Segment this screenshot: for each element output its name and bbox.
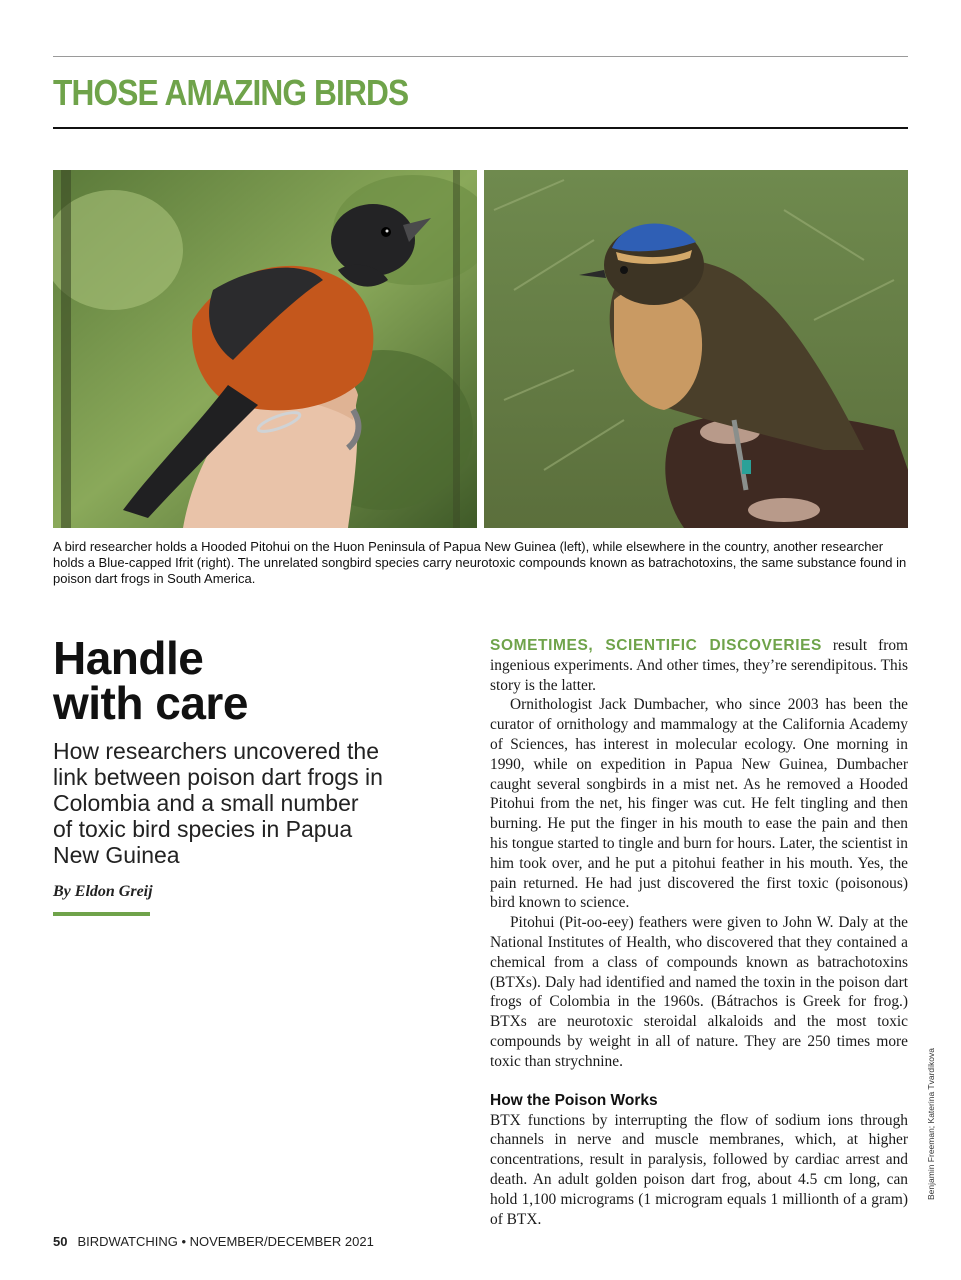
blue-capped-ifrit-illustration <box>484 170 908 528</box>
paragraph-1-text: result from ingenious experiments. And other times, they’re serendipitous. This story is the latter. <box>490 637 908 694</box>
subhead: How the Poison Works <box>490 1091 658 1109</box>
photo-credit: Benjamin Freeman; Katerina Tvardikova <box>926 1048 936 1200</box>
top-rule <box>53 56 908 57</box>
page-number: 50 <box>53 1234 68 1249</box>
hooded-pitohui-photo <box>53 170 477 528</box>
paragraph-4: BTX functions by interrupting the flow of sodium ions through channels in nerve and muscle membranes, which, at higher concentrations, result in paralysis, followed by cardiac arrest and death. An adult golden poison dart frog, about 4.5 cm long, can hold 1,100 micrograms (1 microgram equals 1 millionth of a gram) of BTX. <box>490 1111 908 1228</box>
article-deck: How researchers uncovered the link between poison dart frogs in Colombia and a small number of toxic bird species in Papua New Guinea <box>53 738 383 868</box>
headline-line-2: with care <box>53 677 248 729</box>
lead-in: SOMETIMES, SCIENTIFIC DISCOVERIES <box>490 637 822 654</box>
publication-info: BIRDWATCHING • NOVEMBER/DECEMBER 2021 <box>77 1234 374 1249</box>
title-rule <box>53 127 908 129</box>
page-footer <box>53 1234 374 1249</box>
blue-capped-ifrit-photo <box>484 170 908 528</box>
article-headline <box>53 632 248 729</box>
article-body <box>490 636 908 1229</box>
byline: By Eldon Greij <box>53 883 153 900</box>
hooded-pitohui-illustration <box>53 170 477 528</box>
byline-rule <box>53 912 150 916</box>
section-title: THOSE AMAZING BIRDS <box>53 72 409 113</box>
paragraph-3: Pitohui (Pit-oo-eey) feathers were given to John W. Daly at the National Institutes of Health, who discovered that they contained a chemical from a class of compounds known as batrachotoxins (BTXs). Daly had identified and named the toxin in the poison dart frogs of Colombia in the 1960s. (Bátrachos is Greek for frog.) BTXs are neurotoxic steroidal alkaloids and the most toxic compounds by weight in all of nature. They are 250 times more toxic than strychnine. <box>490 914 908 1070</box>
paragraph-2: Ornithologist Jack Dumbacher, who since 2003 has been the curator of ornithology and mammalogy at the California Academy of Sciences, has interest in molecular ecology. One morning in 1990, while on expedition in Papua New Guinea, Dumbacher caught several songbirds in a mist net. As he removed a Hooded Pitohui from the net, his finger was cut. He felt tingling and then burning. He put the finger in his mouth to ease the pain and then his tongue started to tingle and burn for hours. Later, the scientist in him took over, and he put a pitohui feather in his mouth. Yes, the pain returned. He had just discovered the first toxic (poisonous) bird known to science. <box>490 696 908 912</box>
headline-line-1: Handle <box>53 632 204 684</box>
photo-caption: A bird researcher holds a Hooded Pitohui on the Huon Peninsula of Papua New Guinea (left), while elsewhere in the country, another researcher holds a Blue-capped Ifrit (right). The unrelated songbird species carry neurotoxic compounds known as batrachotoxins, the same substance found in poison dart frogs in South America. <box>53 539 907 586</box>
paragraph-1 <box>490 636 908 695</box>
